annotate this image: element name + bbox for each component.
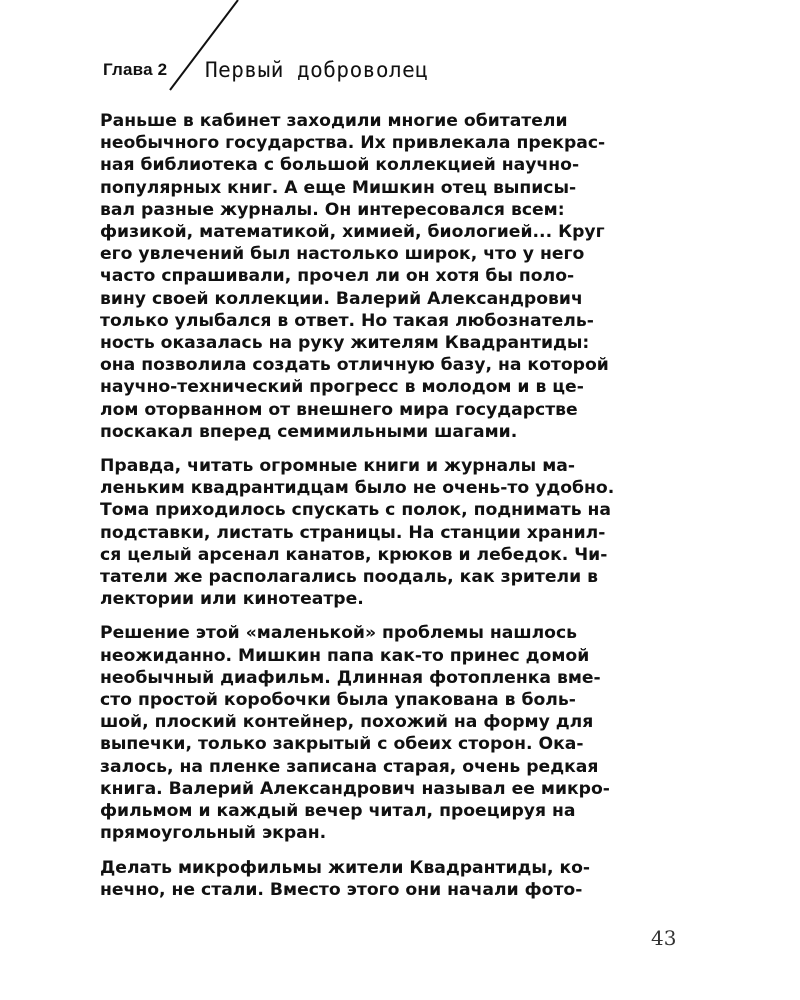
body-text <box>100 110 672 913</box>
paragraph-3: Решение этой «маленькой» проблемы нашлось неожиданно. Мишкин папа как-то принес домой необычный диафильм. Длинная фотопленка вме- сто простой коробочки была упакована в боль- шой, плоский контейнер, похожий на форму для выпечки, только закрытый с обеих сторон. Ока- залось, на пленке записана старая, очень редкая книга. Валерий Александрович называл ее микро- фильмом и каждый вечер читал, проецируя на прямоугольный экран. <box>100 623 610 844</box>
chapter-label: Глава 2 <box>103 60 168 79</box>
paragraph-4: Делать микрофильмы жители Квадрантиды, ко- нечно, не стали. Вместо этого они начали фото- <box>100 857 591 900</box>
chapter-title: Первый доброволец <box>205 58 429 82</box>
page-number: 43 <box>651 926 677 950</box>
paragraph-2: Правда, читать огромные книги и журналы ма- леньким квадрантидцам было не очень-то удобно. Тома приходилось спускать с полок, поднимать на подставки, листать страницы. На станции хранил- ся целый арсенал канатов, крюков и лебедок. Чи- татели же располагались поодаль, как зрители в лектории или кинотеатре. <box>100 456 615 610</box>
paragraph-1: Раньше в кабинет заходили многие обитатели необычного государства. Их привлекала прекрас- ная библиотека с большой коллекцией научно- популярных книг. А еще Мишкин отец выписы- вал разные журналы. Он интересовался всем: физикой, математикой, химией, биологией... Круг его увлечений был настолько широк, что у него часто спрашивали, прочел ли он хотя бы поло- вину своей коллекции. Валерий Александрович только улыбался в ответ. Но такая любознатель- ность оказалась на руку жителям Квадрантиды: она позволила создать отличную базу, на которой научно-технический прогресс в молодом и в це- лом оторванном от внешнего мира государстве поскакал вперед семимильными шагами. <box>100 111 609 442</box>
